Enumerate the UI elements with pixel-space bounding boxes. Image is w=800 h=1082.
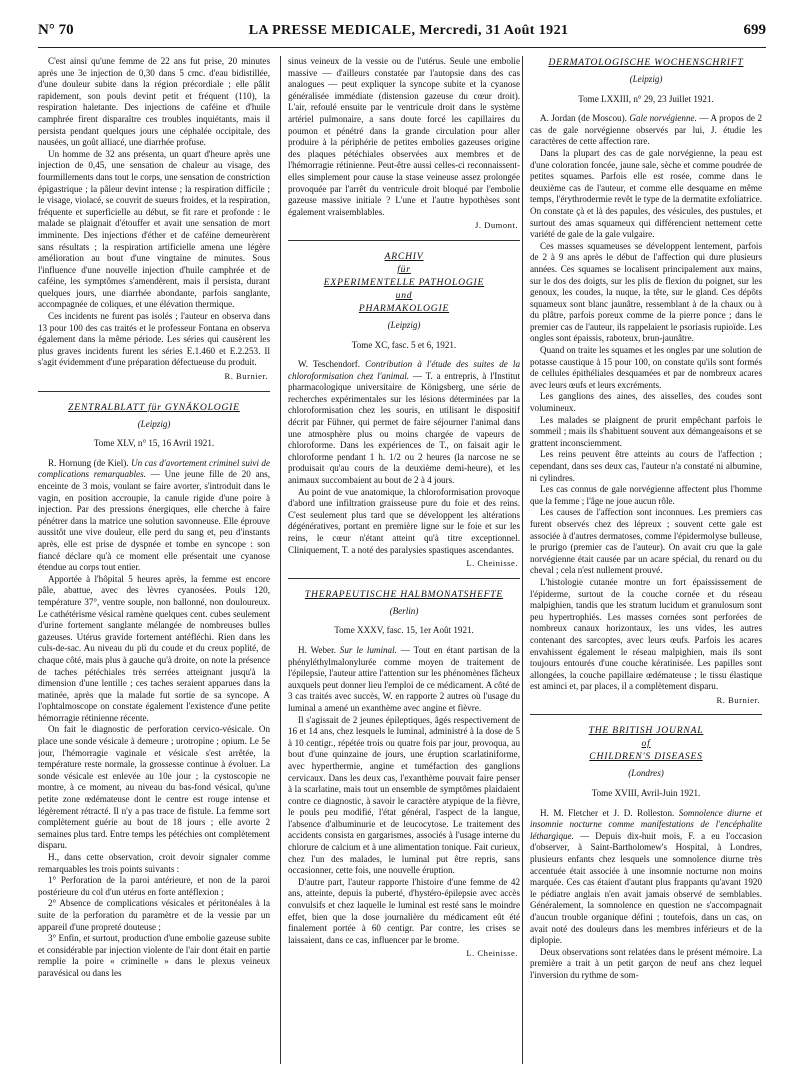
- article-abstract: [288, 645, 520, 715]
- journal-heading-line: ARCHIV: [384, 250, 424, 262]
- section-divider: [288, 240, 520, 241]
- paragraph: Il s'agissait de 2 jeunes épileptiques, âgés respectivement de 16 et 14 ans, chez lesquels le luminal, administré à la dose de 5 à 10 centigr., répétée trois ou quatre fois par jour, provoqua, au bout d'une quinzaine de jours, une éruption scarlatiniforme, avec hyperthermie, angine et tuméfaction des ganglions cervicaux. Dans les deux cas, l'exanthème pouvait faire penser à la scarlatine, mais tout un ensemble de symptômes plaidaient contre ce diagnostic, à savoir le caractère atypique de la fièvre, le pouls peu modifié, l'état général, l'aspect de la langue, l'absence d'albuminurie et de leucocytose. Le traitement des accidents consista en gargarismes, associés à l'usage interne du chlorure de calcium et à une alimentation tonique. Fait curieux, chez l'un des malades, le luminal put être repris, sans occasionner, cette fois, une nouvelle éruption.: [288, 714, 520, 876]
- column-left: [38, 56, 270, 1068]
- journal-heading-line: PHARMAKOLOGIE: [358, 302, 450, 314]
- journal-heading: ZENTRALBLATT für GYNÄKOLOGIE: [68, 401, 240, 413]
- article-affiliation: (de Kiel).: [93, 457, 129, 468]
- signature: J. Dumont.: [475, 220, 518, 231]
- article-author: A. Jordan: [540, 113, 576, 124]
- issue-date: Mercredi, 31 Août 1921: [419, 23, 569, 38]
- journal-city: (Leipzig): [629, 74, 663, 84]
- article-abstract: [530, 113, 762, 148]
- paragraph: On fait le diagnostic de perforation cervico-vésicale. On place une sonde vésicale à demeure ; urotropine ; opium. Le 5e jour, l'hémorragie vaginale et vésicale s'est arrêtée, la température reste normale, la grossesse continue à évoluer. La sonde vésicale est enlevée au 10e jour ; la cystoscopie ne montre, à ce moment, au niveau du bas-fond vésical, qu'une petite zone œdémateuse dont le centre est rouge intense et légèrement rétracté. Il n'y a pas trace de fistule. La femme sort complètement guérie au bout de 18 jours ; elle avorte 2 semaines plus tard. Entre temps les pétéchies ont complètement disparu.: [38, 724, 270, 851]
- journal-city: (Londres): [628, 768, 664, 779]
- page-number-right: 699: [743, 22, 766, 38]
- article-abstract: [530, 808, 762, 947]
- article-body: — T. a entrepris, à l'Institut pharmacologique universitaire de Königsberg, une série de recherches expérimentales sur les lésions déterminées par la chloroformisation chez les souris, en utilisant le dispositif décrit par Fühner, qui permet de faire séjourner l'animal dans une atmosphère plus ou moins chargée de vapeurs de chloroforme. Dans les expériences de T., on faisait agir le chloroforme pendant 1 h. 1/2 ou 2 heures (la narcose ne se produisait qu'au cours de la deuxième demi-heure), et les animaux succombaient au bout de 2 à 4 jours.: [288, 370, 520, 486]
- paragraph: 2° Absence de complications vésicales et péritonéales à la suite de la perforation du paramètre et de la vessie par un appareil d'une propreté douteuse ;: [38, 898, 270, 932]
- journal-volume: Tome XXXV, fasc. 15, 1er Août 1921.: [334, 625, 474, 636]
- page-number-left: N° 70: [38, 22, 74, 38]
- journal-city: (Berlin): [389, 605, 419, 616]
- journal-heading-line: und: [395, 289, 413, 301]
- signature: L. Cheinisse.: [466, 948, 518, 959]
- journal-city: (Leipzig): [137, 418, 171, 429]
- paragraph: Les malades se plaignent de prurit empêchant parfois le sommeil ; mais ils s'habituent souvent aux démangeaisons et se grattent inconsciemment.: [530, 414, 762, 448]
- section-divider: [530, 714, 762, 715]
- paragraph: Ces incidents ne furent pas isolés ; l'auteur en observa dans 13 pour 100 des cas traités et le professeur Fontana en observa également dans la même période. Les séries qui causèrent les plus graves incidents furent les séries E.1.460 et E.2.253. Il s'agit évidemment d'une préparation défectueuse du produit.: [38, 311, 270, 368]
- journal-heading-line: CHILDREN'S DISEASES: [589, 751, 703, 763]
- paragraph: Ces masses squameuses se développent lentement, parfois de 2 à 9 ans après le début de l'affection qui dure plusieurs années. Ces squames se localisent principalement aux mains, sur le dos des doigts, sur les plis de flexion du poignet, sur les genoux, les coudes, la nuque, la tête, sur le gland. Ces dépôts squameux sont blanc jaunâtre, ressemblant à de la chaux ou à du plâtre, parfois poreux comme de la pierre ponce ; dans le premier cas de l'auteur, ils rappelaient le psoriasis rupioïde. Les ongles sont épaissis, raboteux, brun-jaunâtre.: [530, 240, 762, 344]
- journal-volume: Tome XC, fasc. 5 et 6, 1921.: [351, 339, 457, 350]
- paragraph: C'est ainsi qu'une femme de 22 ans fut prise, 20 minutes après une 3e injection de 0,30 dans 5 cmc. d'eau bidistillée, d'une douleur subite dans la région précordiale ; elle pâlit rapidement, son pouls devint petit et fréquent (110), la respiration haletante. Des injections de caféine et d'huile camphrée firent disparaître ces troubles inquiétants, mais il persista pendant quelques jours une céphalée occipitale, des nausées, un goût alliacé, une diarrhée profuse.: [38, 56, 270, 148]
- article-body: — Tout en étant partisan de la phényléthylmalonylurée comme moyen de traitement de l'épilepsie, l'auteur attire l'attention sur les phénomènes fâcheux auxquels peut donner lieu l'emploi de ce médicament. A côté de 3 cas traités avec succès, W. en rapporte 2 autres où l'usage du luminal a amené un exanthème avec angine et fièvre.: [288, 644, 520, 713]
- article-author: R. Hornung: [48, 457, 92, 468]
- journal-volume: Tome LXXIII, n° 29, 23 Juillet 1921.: [578, 93, 714, 104]
- paragraph: Les reins peuvent être atteints au cours de l'affection ; cependant, dans ses deux cas, l'auteur n'a constaté ni albumine, ni cylindres.: [530, 449, 762, 483]
- article-author: W. Teschendorf.: [298, 359, 361, 370]
- article-title: Un cas d'avortement criminel suivi de complications remarquables.: [38, 457, 270, 480]
- journal-heading: [288, 250, 520, 315]
- paragraph: sinus veineux de la vessie ou de l'utérus. Seule une embolie massive — d'ailleurs constatée par l'autopsie dans des cas analogues — peut expliquer la syncope subite et la cyanose généralisée immédiate (distension gazeuse du cœur droit). L'air, refoulé ensuite par le ventricule droit dans le système artériel pulmonaire, a sans doute forcé les capillaires du poumon et pénétré dans la grande circulation pour aller produire à la périphérie de petites embolies gazeuses origine des plaques pétéchiales observées aux membres et de l'hémorragie rétinienne. Peut-être aussi celles-ci reconnaissent-elles simplement pour cause la stase veineuse assez prolongée provoquée par l'arrêt du ventricule droit bloqué par l'embolie gazeuse massive initiale ? L'une et l'autre hypothèses sont également vraisemblables.: [288, 56, 520, 217]
- journal-heading: THERAPEUTISCHE HALBMONATSHEFTE: [304, 588, 504, 600]
- article-author: H. Weber.: [298, 644, 336, 655]
- article-body: — Depuis dix-huit mois, F. a eu l'occasion d'observer, à Saint-Bartholomew's Hospital, à Londres, plusieurs enfants chez lesquels une somnolence diurne très accentuée était associée à une insomnie nocturne non moins marquée. Ces cas étaient d'autant plus frappants qu'avant 1920 le pédiatre anglais n'en avait jamais observé de semblables. Généralement, la somnolence en question ne s'accompagnait d'aucun trouble organique défini ; toutefois, dans un cas, on avait noté des douleurs dans les membres inférieurs et de la diplopie.: [530, 830, 762, 946]
- article-abstract: [38, 458, 270, 574]
- journal-heading-line: EXPERIMENTELLE PATHOLOGIE: [323, 276, 485, 288]
- article-body: — Une jeune fille de 20 ans, enceinte de 3 mois, voulant se faire avorter, s'introduit dans le vagin, en position accroupie, la canule rigide d'une poire à injection. Par des pressions énergiques, elle cherche à faire pénétrer dans la matrice une solution savonneuse. Elle éprouve aussitôt une vive douleur, elle perd du sang et, peu d'instants après, elle est prise de dyspnée et tombe en syncope : son fiancé déclare qu'à ce moment elle présentait une cyanose étendue au corps tout entier.: [38, 469, 270, 573]
- paragraph: H., dans cette observation, croit devoir signaler comme remarquables les trois points suivants :: [38, 852, 270, 874]
- article-affiliation: (de Moscou).: [578, 113, 627, 124]
- signature: R. Burnier.: [224, 371, 268, 382]
- article-body: — A propos de 2 cas de gale norvégienne observés par lui, J. étudie les caractères de cette affection rare.: [530, 113, 762, 147]
- paragraph: Apportée à l'hôpital 5 heures après, la femme est encore pâle, abattue, avec des lèvres cyanosées. Pouls 120, température 37°, ventre souple, non ballonné, non douloureux. Le cathétérisme vésical ramène quelques cent. cubes seulement d'urine fortement sanglante mélangée de nombreuses bulles gazeuses. Utérus gravide fortement antéfléchi. Rien dans les culs-de-sac. Au niveau du pli du coude et du creux poplité, de chaque côté, mais plus à gauche qu'à droite, on note la présence de taches pétéchiales très serrées atteignant jusqu'à la dimension d'une lentille ; ces taches seraient apparues dans la matinée, après que la malade fut sortie de sa syncope. A l'ophtalmoscope on constate également l'existence d'une petite hémorragie rétinienne récente.: [38, 573, 270, 723]
- paragraph: L'histologie cutanée montre un fort épaississement de l'épiderme, surtout de la couche cornée et du réseau malpighien, tandis que les stratum lucidum et granulosum sont peu hypertrophiés. Les masses cornées sont perforées de nombreux canaux horizontaux, les uns vides, les autres contenant des sarcoptes, avec leurs œufs. Parfois les acares envahissent également le réseau malpighien, mais ils sont toujours entourés d'une couche kératinisée. Les papilles sont allongées, la couche papillaire œdémateuse ; le tissu élastique est aminci et, par places, il a complètement disparu.: [530, 576, 762, 692]
- paragraph: Les cas connus de gale norvégienne affectent plus l'homme que la femme ; l'âge ne joue aucun rôle.: [530, 484, 762, 506]
- article-title: Somnolence diurne et insomnie nocturne comme manifestations de l'encéphalite léthargique.: [530, 807, 762, 841]
- running-title: [249, 23, 569, 39]
- article-author: H. M. Fletcher et J. D. Rolleston.: [540, 807, 675, 818]
- journal-volume: Tome XVIII, Avril-Juin 1921.: [591, 788, 701, 799]
- journal-title: LA PRESSE MEDICALE,: [248, 23, 416, 38]
- journal-heading: [530, 724, 762, 763]
- paragraph: 1° Perforation de la paroi antérieure, et non de la paroi postérieure du col d'un utérus en forte antéflexion ;: [38, 875, 270, 897]
- column-divider: [522, 56, 523, 1064]
- column-right: [530, 56, 762, 1068]
- article-title: Sur le luminal.: [339, 644, 397, 655]
- journal-heading-line: THE BRITISH JOURNAL: [588, 725, 704, 737]
- page-header: [38, 22, 766, 48]
- paragraph: Au point de vue anatomique, la chloroformisation provoque d'abord une infiltration graisseuse pure du foie et des reins. C'est seulement plus tard que se développent les altérations dégénératives, portant en première ligne sur le foie et sur les reins, le cœur n'étant atteint qu'à titre exceptionnel. Cliniquement, T. a noté des paralysies spastiques ascendantes.: [288, 486, 520, 555]
- column-middle: [288, 56, 520, 1068]
- signature: R. Burnier.: [716, 694, 760, 705]
- journal-city: (Leipzig): [387, 319, 421, 330]
- paragraph: Les ganglions des aines, des aisselles, des coudes sont volumineux.: [530, 391, 762, 414]
- journal-heading: DERMATOLOGISCHE WOCHENSCHRIFT: [548, 57, 744, 68]
- column-divider: [280, 56, 281, 1064]
- article-title: Gale norvégienne.: [629, 113, 697, 124]
- paragraph: Quand on traite les squames et les ongles par une solution de potasse caustique à 15 pour 100, on constate qu'ils sont formés de cellules épithéliales desquamées et par de nombreux acares avec leurs œufs et leurs excréments.: [530, 345, 762, 390]
- paragraph: 3° Enfin, et surtout, production d'une embolie gazeuse subite et considérable par injection violente de l'air dont était en partie remplie la poire « criminelle » dans le plexus veineux paravésical ou dans les: [38, 933, 270, 978]
- journal-heading-line: of: [641, 738, 651, 750]
- journal-volume: Tome XLV, n° 15, 16 Avril 1921.: [93, 438, 215, 449]
- signature: L. Cheinisse.: [466, 558, 518, 569]
- paragraph: Deux observations sont relatées dans le présent mémoire. La première a trait à un petit garçon de neuf ans chez lequel l'inversion du rythme de som-: [530, 946, 762, 980]
- article-title: Contribution à l'étude des suites de la chloroformisation chez l'animal.: [288, 359, 520, 381]
- paragraph: D'autre part, l'auteur rapporte l'histoire d'une femme de 42 ans, atteinte, depuis la puberté, d'hystéro-épilepsie avec accès convulsifs et chez laquelle le luminal est resté sans le moindre effet, bien que la dose journalière du médicament eût été finalement portée à 60 centigr. Par contre, les crises se laissaient, dans ce cas, influencer par le brome.: [288, 876, 520, 945]
- paragraph: Les causes de l'affection sont inconnues. Les premiers cas furent observés chez des lépreux ; souvent cette gale est associée à d'autres dermatoses, comme l'épidermolyse bulleuse, le prurigo (premier cas de l'auteur). On avait cru que la gale norvégienne était causée par un acare spécial, du renard ou du cheval ; cela n'est nullement prouvé.: [530, 507, 762, 576]
- paragraph: Dans la plupart des cas de gale norvégienne, la peau est d'une coloration foncée, jaune sale, sèche et comme poudrée de petites squames. Parfois elle est rosée, comme dans le deuxième cas de l'auteur, et comme elle desquame en même temps, l'érythrodermie revêt le type de la dermatite exfoliatrice. On constate çà et là des papules, des vésicules, des pustules, et surtout des amas squameux qui différencient nettement cette variété de gale de la gale vulgaire.: [530, 147, 762, 240]
- section-divider: [288, 578, 520, 579]
- journal-heading-line: für: [397, 263, 411, 275]
- section-divider: [38, 391, 270, 392]
- paragraph: Un homme de 32 ans présenta, un quart d'heure après une injection de 0,45, une sensation de chaleur au visage, des fourmillements dans tout le corps, une sensation de constriction épigastrique ; la pâleur devint intense ; la respiration difficile ; le visage, violacé, se couvrit de sueurs froides, et la respiration, fréquente et superficielle au début, se fit rare et profonde : le malade se plaignait d'étouffer et avait une sensation de mort imminente. Des injections d'éther et de caféine demeurèrent sans résultats ; la respiration artificielle amena une légère amélioration au bout d'une vingtaine de minutes. Sous l'influence d'une nouvelle injection d'huile camphrée et de caféine, les symptômes s'amendèrent, mais il persista, durant quelques jours, une diarrhée abondante, parfois sanglante, accompagnée de coliques, et une élévation thermique.: [38, 148, 270, 310]
- article-abstract: [288, 359, 520, 487]
